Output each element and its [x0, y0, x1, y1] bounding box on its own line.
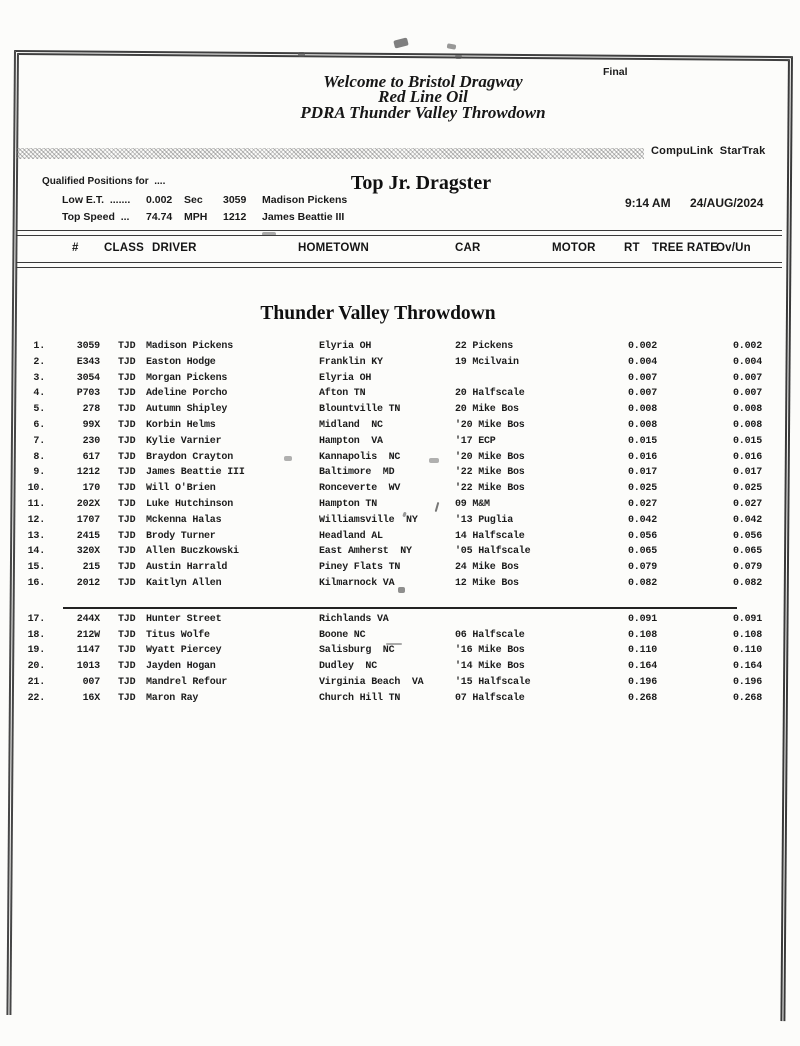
row-driver: Titus Wolfe [146, 629, 210, 641]
row-car: '14 Mike Bos [455, 661, 525, 673]
top-speed-label: Top Speed ... [62, 211, 130, 223]
row-reaction-time: 0.164 [627, 661, 657, 673]
row-class: TJD [118, 692, 136, 704]
row-reaction-time: 0.091 [627, 613, 657, 625]
row-car: 14 Halfscale [455, 530, 525, 542]
row-car-number: 2012 [76, 577, 100, 589]
row-hometown: Kilmarnock VA [319, 577, 395, 589]
row-driver: Wyatt Piercey [146, 645, 222, 657]
row-car-number: 1212 [76, 467, 100, 479]
table-row [14, 560, 786, 576]
row-class: TJD [118, 546, 136, 558]
top-speed-car-number: 1212 [223, 211, 247, 223]
row-reaction-time: 0.007 [627, 388, 657, 400]
row-car: '15 Halfscale [455, 676, 531, 688]
category-title: Top Jr. Dragster [350, 172, 492, 194]
row-position: 10. [27, 483, 45, 495]
row-class: TJD [118, 356, 136, 368]
row-position: 19. [27, 645, 45, 657]
row-class: TJD [118, 514, 136, 526]
row-position: 14. [27, 546, 45, 558]
row-car-number: 16X [82, 692, 100, 704]
row-hometown: Elyria OH [319, 341, 372, 352]
row-driver: Allen Buczkowski [146, 546, 239, 558]
row-over-under: 0.008 [732, 404, 762, 416]
row-class: TJD [118, 419, 136, 431]
row-class: TJD [118, 613, 136, 625]
row-driver: Morgan Pickens [146, 372, 228, 384]
row-hometown: Salisburg NC [319, 645, 395, 657]
table-row [14, 691, 786, 707]
dither-separator-band [16, 148, 644, 159]
top-speed-line [0, 211, 420, 225]
row-hometown: Richlands VA [319, 613, 389, 625]
row-hometown: Blountville TN [319, 404, 401, 416]
table-row [14, 418, 786, 434]
row-position: 4. [33, 388, 45, 400]
scan-artifact [455, 55, 462, 59]
row-hometown: Hampton TN [319, 498, 378, 510]
top-speed-driver: James Beattie III [262, 211, 345, 223]
row-reaction-time: 0.042 [627, 514, 657, 526]
row-hometown: Hampton VA [319, 435, 383, 447]
timing-system-label: CompuLink StarTrak [651, 145, 766, 157]
row-driver: Mandrel Refour [146, 676, 228, 688]
row-position: 3. [33, 372, 45, 384]
row-car-number: 3054 [76, 372, 100, 384]
row-position: 6. [33, 419, 45, 431]
row-car: '05 Halfscale [455, 546, 531, 558]
row-reaction-time: 0.025 [627, 483, 657, 495]
row-car: 20 Mike Bos [455, 404, 519, 416]
row-reaction-time: 0.004 [627, 356, 657, 368]
row-over-under: 0.008 [732, 419, 762, 431]
row-over-under: 0.025 [732, 483, 762, 495]
row-reaction-time: 0.056 [627, 530, 657, 542]
row-driver: Madison Pickens [146, 341, 234, 352]
row-driver: Autumn Shipley [146, 404, 228, 416]
row-over-under: 0.108 [732, 629, 762, 641]
row-hometown: Ronceverte WV [319, 483, 401, 495]
row-class: TJD [118, 404, 136, 416]
row-reaction-time: 0.079 [627, 562, 657, 574]
table-row [14, 450, 786, 466]
row-over-under: 0.082 [732, 577, 762, 589]
row-driver: Brody Turner [146, 530, 216, 542]
row-hometown: Franklin KY [319, 356, 383, 368]
row-reaction-time: 0.008 [627, 404, 657, 416]
row-car-number: 278 [82, 404, 100, 416]
row-over-under: 0.164 [732, 661, 762, 673]
row-car: 06 Halfscale [455, 629, 525, 641]
low-et-value: 0.002 [146, 194, 173, 206]
table-row [14, 386, 786, 402]
row-car: 12 Mike Bos [455, 577, 519, 589]
col-header-position: # [72, 242, 79, 254]
event-title: Thunder Valley Throwdown [260, 303, 496, 324]
row-reaction-time: 0.002 [627, 341, 657, 352]
row-class: TJD [118, 435, 136, 447]
row-car: 22 Pickens [455, 341, 514, 352]
row-over-under: 0.091 [732, 613, 762, 625]
row-reaction-time: 0.196 [627, 676, 657, 688]
col-header-hometown: HOMETOWN [298, 242, 370, 254]
row-car: '17 ECP [455, 435, 496, 447]
row-hometown: Dudley NC [319, 661, 378, 673]
table-row [14, 339, 786, 355]
row-reaction-time: 0.065 [627, 546, 657, 558]
row-position: 20. [27, 661, 45, 673]
row-hometown: Elyria OH [319, 372, 372, 384]
row-class: TJD [118, 562, 136, 574]
row-reaction-time: 0.008 [627, 419, 657, 431]
row-class: TJD [118, 467, 136, 479]
row-driver: Will O'Brien [146, 483, 216, 495]
row-hometown: Church Hill TN [319, 692, 401, 704]
row-class: TJD [118, 645, 136, 657]
table-row [14, 612, 786, 628]
row-car-number: 007 [82, 676, 100, 688]
row-class: TJD [118, 530, 136, 542]
row-reaction-time: 0.016 [627, 451, 657, 463]
row-car-number: 202X [76, 498, 100, 510]
row-driver: Mckenna Halas [146, 514, 222, 526]
top-speed-value: 74.74 [146, 211, 173, 223]
row-driver: Easton Hodge [146, 356, 216, 368]
row-car: '16 Mike Bos [455, 645, 525, 657]
row-car-number: 2415 [76, 530, 100, 542]
row-hometown: East Amherst NY [319, 546, 412, 558]
row-over-under: 0.007 [732, 388, 762, 400]
row-driver: Hunter Street [146, 613, 222, 625]
row-position: 16. [27, 577, 45, 589]
row-hometown: Williamsville NY [319, 514, 418, 526]
scan-artifact [393, 37, 409, 48]
row-hometown: Afton TN [319, 388, 366, 400]
row-over-under: 0.027 [732, 498, 762, 510]
row-position: 21. [27, 676, 45, 688]
table-row [14, 434, 786, 450]
row-car-number: E343 [76, 356, 100, 368]
col-header-class: CLASS [104, 242, 144, 254]
low-et-line [0, 194, 420, 208]
col-header-driver: DRIVER [152, 242, 197, 254]
row-over-under: 0.056 [732, 530, 762, 542]
row-reaction-time: 0.082 [627, 577, 657, 589]
row-car: 20 Halfscale [455, 388, 525, 400]
row-car: 19 Mcilvain [455, 356, 519, 368]
row-position: 5. [33, 404, 45, 416]
row-class: TJD [118, 451, 136, 463]
row-position: 1. [33, 341, 45, 352]
results-rows [14, 339, 786, 707]
row-hometown: Virginia Beach VA [319, 676, 424, 688]
row-driver: Jayden Hogan [146, 661, 216, 673]
table-row [14, 675, 786, 691]
row-driver: Luke Hutchinson [146, 498, 234, 510]
row-class: TJD [118, 372, 136, 384]
low-et-unit: Sec [184, 194, 203, 206]
row-position: 2. [33, 356, 45, 368]
row-position: 8. [33, 451, 45, 463]
row-over-under: 0.007 [732, 372, 762, 384]
row-driver: Korbin Helms [146, 419, 216, 431]
row-car: 09 M&M [455, 498, 490, 510]
row-driver: Austin Harrald [146, 562, 228, 574]
low-et-driver: Madison Pickens [262, 194, 348, 206]
row-reaction-time: 0.015 [627, 435, 657, 447]
col-header-motor: MOTOR [552, 242, 596, 254]
col-header-tree-rate: TREE RATE [652, 242, 719, 254]
row-position: 11. [27, 498, 45, 510]
row-hometown: Baltimore MD [319, 467, 395, 479]
header-rule-top [16, 230, 782, 236]
print-date: 24/AUG/2024 [690, 196, 764, 210]
table-row [14, 659, 786, 675]
row-car-number: 617 [82, 451, 100, 463]
welcome-header [123, 74, 723, 120]
row-position: 22. [27, 692, 45, 704]
final-status-label: Final [603, 66, 628, 78]
table-row [14, 355, 786, 371]
low-et-label: Low E.T. ....... [62, 194, 131, 206]
row-hometown: Midland NC [319, 419, 383, 431]
row-hometown: Headland AL [319, 530, 383, 542]
row-car-number: 320X [76, 546, 100, 558]
row-over-under: 0.016 [732, 451, 762, 463]
table-row [14, 643, 786, 659]
scan-artifact [298, 52, 305, 57]
row-position: 9. [33, 467, 45, 479]
row-car: '20 Mike Bos [455, 419, 525, 431]
welcome-line-1: Welcome to Bristol Dragway [323, 72, 523, 91]
row-driver: James Beattie III [146, 467, 245, 479]
row-over-under: 0.110 [732, 645, 762, 657]
row-car: '22 Mike Bos [455, 467, 525, 479]
col-header-over-under: Ov/Un [716, 242, 751, 254]
print-time: 9:14 AM [625, 196, 671, 210]
header-rule-bottom [16, 262, 782, 268]
row-position: 18. [27, 629, 45, 641]
row-car: '20 Mike Bos [455, 451, 525, 463]
row-position: 13. [27, 530, 45, 542]
row-class: TJD [118, 498, 136, 510]
row-car-number: 1707 [76, 514, 100, 526]
row-driver: Kylie Varnier [146, 435, 222, 447]
row-class: TJD [118, 629, 136, 641]
row-class: TJD [118, 577, 136, 589]
row-over-under: 0.079 [732, 562, 762, 574]
qualified-positions-heading: Qualified Positions for .... [42, 176, 166, 187]
row-hometown: Boone NC [319, 629, 366, 641]
row-car-number: 1147 [76, 645, 100, 657]
row-hometown: Kannapolis NC [319, 451, 401, 463]
row-class: TJD [118, 661, 136, 673]
row-car: 07 Halfscale [455, 692, 525, 704]
row-car: 24 Mike Bos [455, 562, 519, 574]
row-over-under: 0.002 [732, 341, 762, 352]
table-row [14, 628, 786, 644]
table-row [14, 576, 786, 592]
welcome-line-2: Red Line Oil [378, 87, 468, 107]
table-row [14, 513, 786, 529]
row-position: 17. [27, 613, 45, 625]
row-car-number: 244X [76, 613, 100, 625]
row-reaction-time: 0.007 [627, 372, 657, 384]
row-over-under: 0.268 [732, 692, 762, 704]
row-car-number: 212W [76, 629, 100, 641]
row-over-under: 0.004 [732, 356, 762, 368]
row-hometown: Piney Flats TN [319, 562, 401, 574]
table-row [14, 529, 786, 545]
top-speed-unit: MPH [184, 211, 208, 223]
row-car-number: 1013 [76, 661, 100, 673]
row-car: '13 Puglia [455, 514, 514, 526]
row-reaction-time: 0.027 [627, 498, 657, 510]
table-row [14, 402, 786, 418]
row-driver: Maron Ray [146, 692, 199, 704]
welcome-line-3: PDRA Thunder Valley Throwdown [300, 102, 546, 122]
row-car-number: P703 [76, 388, 100, 400]
row-driver: Braydon Crayton [146, 451, 234, 463]
row-class: TJD [118, 676, 136, 688]
row-car-number: 3059 [76, 341, 100, 352]
group-separator [14, 592, 786, 612]
row-over-under: 0.042 [732, 514, 762, 526]
row-car: '22 Mike Bos [455, 483, 525, 495]
low-et-car-number: 3059 [223, 194, 247, 206]
row-reaction-time: 0.268 [627, 692, 657, 704]
row-driver: Kaitlyn Allen [146, 577, 222, 589]
row-reaction-time: 0.017 [627, 467, 657, 479]
row-driver: Adeline Porcho [146, 388, 228, 400]
table-row [14, 465, 786, 481]
row-over-under: 0.015 [732, 435, 762, 447]
group-separator-line [63, 607, 737, 609]
col-header-car: CAR [455, 242, 481, 254]
row-car-number: 99X [82, 419, 100, 431]
row-class: TJD [118, 388, 136, 400]
row-reaction-time: 0.110 [627, 645, 657, 657]
row-position: 7. [33, 435, 45, 447]
row-over-under: 0.065 [732, 546, 762, 558]
row-class: TJD [118, 483, 136, 495]
scan-artifact [447, 43, 457, 49]
row-reaction-time: 0.108 [627, 629, 657, 641]
row-position: 12. [27, 514, 45, 526]
table-row [14, 481, 786, 497]
row-car-number: 230 [82, 435, 100, 447]
row-car-number: 170 [82, 483, 100, 495]
row-car-number: 215 [82, 562, 100, 574]
row-class: TJD [118, 341, 136, 352]
table-row [14, 371, 786, 387]
col-header-rt: RT [624, 242, 640, 254]
table-row [14, 544, 786, 560]
table-row [14, 497, 786, 513]
row-position: 15. [27, 562, 45, 574]
row-over-under: 0.196 [732, 676, 762, 688]
row-over-under: 0.017 [732, 467, 762, 479]
